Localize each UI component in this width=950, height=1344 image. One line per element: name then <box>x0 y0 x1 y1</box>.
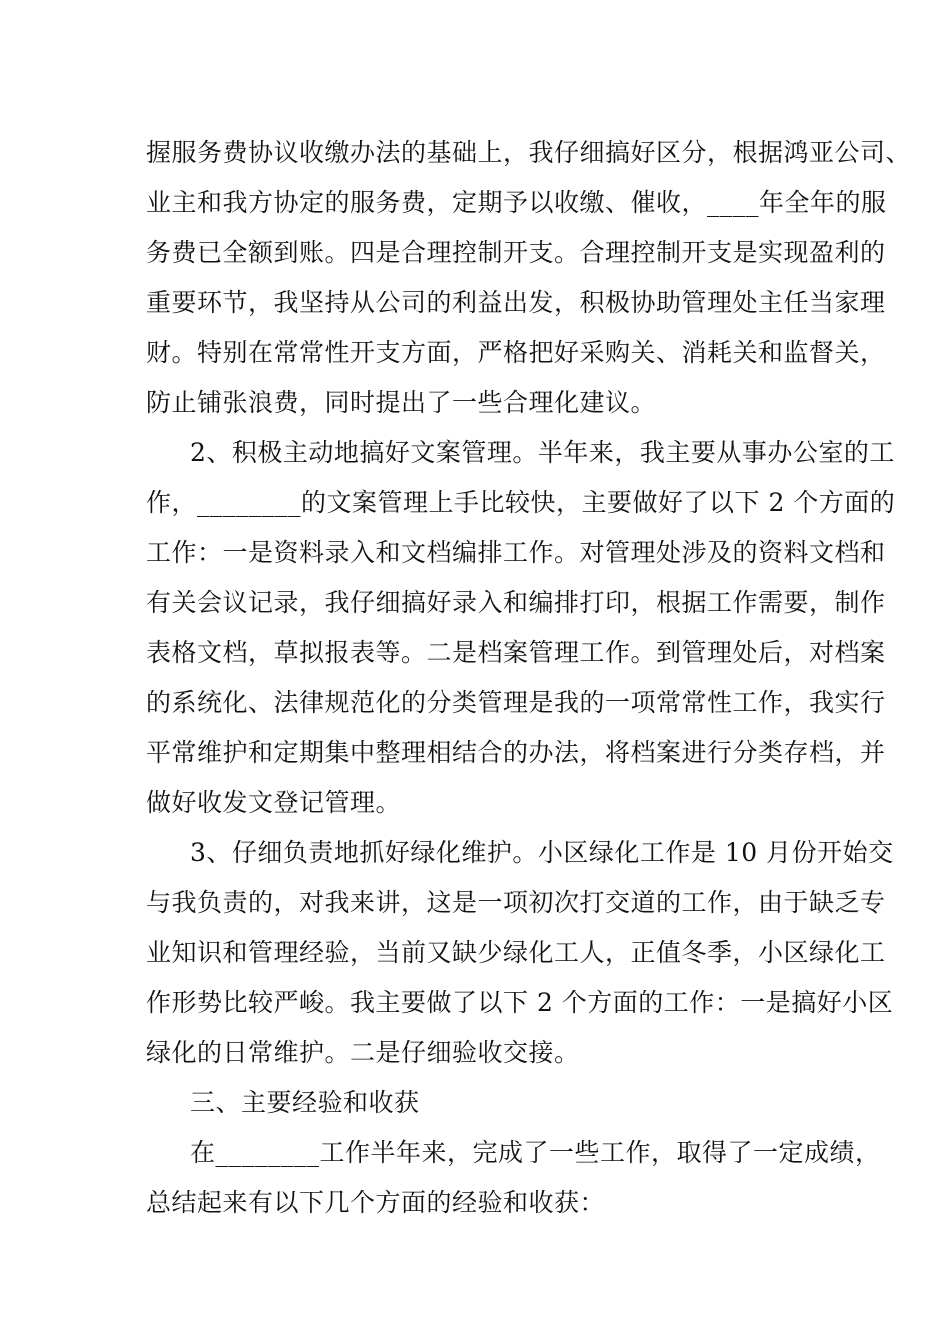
text-line: 防止铺张浪费，同时提出了一些合理化建议。 <box>146 388 657 417</box>
text-line: 作，________的文案管理上手比较快，主要做好了以下 2 个方面的 <box>146 488 896 517</box>
text-line: 业知识和管理经验，当前又缺少绿化工人，正值冬季，小区绿化工 <box>146 938 886 967</box>
text-line: 工作：一是资料录入和文档编排工作。对管理处涉及的资料文档和 <box>146 538 886 567</box>
text-line: 有关会议记录，我仔细搞好录入和编排打印，根据工作需要，制作 <box>146 588 886 617</box>
text-line: 作形势比较严峻。我主要做了以下 2 个方面的工作：一是搞好小区 <box>146 988 894 1017</box>
text-line: 的系统化、法律规范化的分类管理是我的一项常常性工作，我实行 <box>146 688 886 717</box>
paragraph-start-line: 3、仔细负责地抓好绿化维护。小区绿化工作是 10 月份开始交 <box>190 838 894 867</box>
text-line: 务费已全额到账。四是合理控制开支。合理控制开支是实现盈利的 <box>146 238 886 267</box>
text-line: 做好收发文登记管理。 <box>146 788 402 817</box>
text-line: 握服务费协议收缴办法的基础上，我仔细搞好区分，根据鸿亚公司、 <box>146 138 912 167</box>
text-line: 业主和我方协定的服务费，定期予以收缴、催收，____年全年的服 <box>146 188 887 217</box>
text-line: 平常维护和定期集中整理相结合的办法，将档案进行分类存档，并 <box>146 738 886 767</box>
section-heading: 三、主要经验和收获 <box>190 1088 420 1117</box>
text-line: 重要环节，我坚持从公司的利益出发，积极协助管理处主任当家理 <box>146 288 886 317</box>
text-line: 表格文档，草拟报表等。二是档案管理工作。到管理处后，对档案 <box>146 638 886 667</box>
text-line: 与我负责的，对我来讲，这是一项初次打交道的工作，由于缺乏专 <box>146 888 886 917</box>
text-line: 财。特别在常常性开支方面，严格把好采购关、消耗关和监督关， <box>146 338 886 367</box>
text-line: 总结起来有以下几个方面的经验和收获： <box>146 1188 606 1217</box>
paragraph-start-line: 2、积极主动地搞好文案管理。半年来，我主要从事办公室的工 <box>190 438 895 467</box>
text-line: 绿化的日常维护。二是仔细验收交接。 <box>146 1038 580 1067</box>
paragraph-start-line: 在________工作半年来，完成了一些工作，取得了一定成绩， <box>190 1138 881 1167</box>
